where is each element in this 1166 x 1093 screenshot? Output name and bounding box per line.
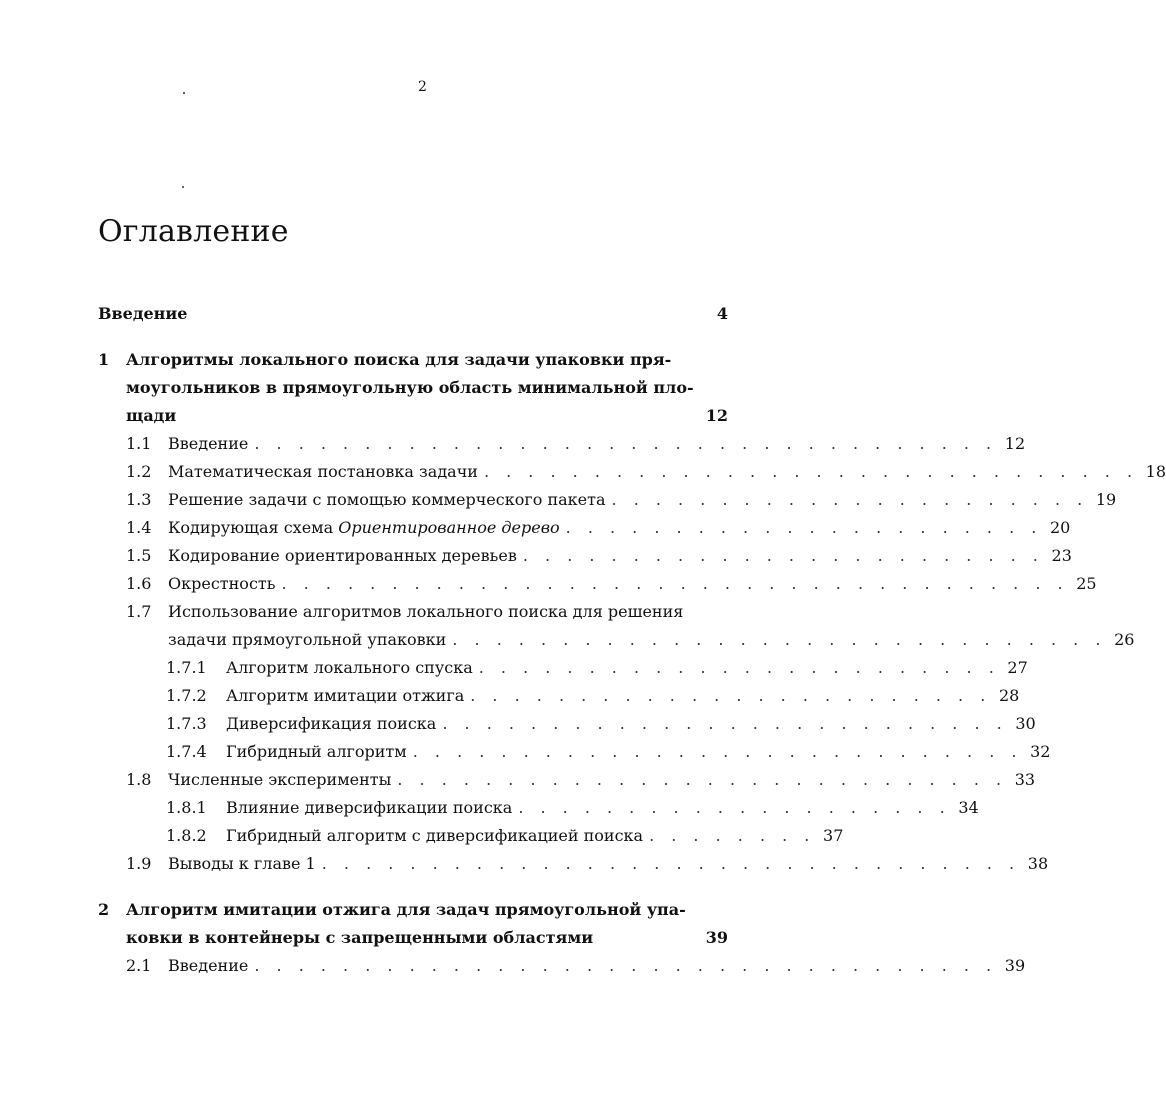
subsection-title: Диверсификация поиска bbox=[226, 714, 437, 733]
chapter-title-line: Алгоритмы локального поиска для задачи упаковки пря- bbox=[126, 350, 672, 369]
table-of-contents bbox=[98, 300, 1166, 980]
chapter-title-line: Алгоритм имитации отжига для задач прямоугольной упа- bbox=[126, 900, 686, 919]
chapter-title-line: моугольников в прямоугольную область минимальной пло- bbox=[126, 378, 694, 397]
toc-entry[interactable] bbox=[98, 570, 1097, 598]
toc-entry[interactable] bbox=[98, 952, 1026, 980]
leader-dots: . . . . . . . . . . . . . . . . . . . . . . . . . . . . . . . . . . bbox=[254, 434, 998, 453]
toc-entry[interactable] bbox=[98, 542, 1072, 570]
page-title: Оглавление bbox=[98, 214, 289, 250]
toc-entry[interactable] bbox=[98, 766, 1036, 794]
toc-entry[interactable] bbox=[98, 486, 1117, 514]
section-title: Использование алгоритмов локального поиска для решения bbox=[168, 602, 684, 621]
section-title: Кодирование ориентированных деревьев bbox=[168, 546, 517, 565]
section-title: Численные эксперименты bbox=[168, 770, 392, 789]
scan-speck bbox=[183, 92, 185, 94]
page-number: 2 bbox=[418, 79, 427, 95]
subsection-title: Влияние диверсификации поиска bbox=[226, 798, 513, 817]
section-title: Решение задачи с помощью коммерческого пакета bbox=[168, 490, 606, 509]
chapter-title-line: щади bbox=[126, 406, 177, 425]
toc-entry[interactable] bbox=[98, 822, 844, 850]
toc-entry-intro[interactable] bbox=[98, 300, 728, 328]
chapter-title-line: ковки в контейнеры с запрещенными областями bbox=[126, 928, 594, 947]
toc-entry[interactable] bbox=[98, 430, 1026, 458]
toc-entry[interactable] bbox=[98, 514, 1071, 542]
toc-entry[interactable] bbox=[98, 794, 979, 822]
subsection-page: 30 bbox=[1015, 714, 1036, 733]
section-title: задачи прямоугольной упаковки bbox=[168, 630, 447, 649]
section-page: 20 bbox=[1050, 518, 1071, 537]
section-title: Кодирующая схема bbox=[168, 518, 334, 537]
section-page: 18 bbox=[1145, 462, 1166, 481]
section-number: 1.5 bbox=[126, 546, 152, 565]
section-title: Математическая постановка задачи bbox=[168, 462, 478, 481]
subsection-page: 28 bbox=[998, 686, 1020, 705]
section-title-emphasis: Ориентированное дерево bbox=[338, 518, 560, 537]
leader-dots: . . . . . . . . . . . . . . . . . . . . . . . . . . . . bbox=[412, 742, 1023, 761]
section-page: 39 bbox=[1004, 956, 1026, 975]
scan-speck bbox=[182, 186, 184, 188]
chapter-page: 39 bbox=[705, 928, 728, 947]
toc-chapter-2[interactable] bbox=[98, 896, 728, 952]
section-number: 1.4 bbox=[126, 518, 152, 537]
toc-chapter-1[interactable] bbox=[98, 346, 728, 430]
subsection-title: Гибридный алгоритм с диверсификацией поиска bbox=[226, 826, 644, 845]
section-page: 25 bbox=[1076, 574, 1097, 593]
subsection-page: 34 bbox=[958, 798, 979, 817]
toc-entry[interactable] bbox=[98, 598, 728, 626]
leader-dots: . . . . . . . . . . . . . . . . . . . . . . . . . . . . . . . . . . . . bbox=[281, 574, 1069, 593]
subsection-number: 1.8.2 bbox=[166, 826, 207, 845]
leader-dots: . . . . . . . . . . . . . . . . . . . . . . . . . . . . . . bbox=[483, 462, 1139, 481]
subsection-number: 1.8.1 bbox=[166, 798, 207, 817]
leader-dots: . . . . . . . . . . . . . . . . . . . . . . . . bbox=[478, 658, 1000, 677]
section-number: 1.2 bbox=[126, 462, 152, 481]
leader-dots: . . . . . . . . . . . . . . . . . . . . . . bbox=[565, 518, 1043, 537]
toc-entry[interactable] bbox=[98, 738, 1051, 766]
leader-dots: . . . . . . . . . . . . . . . . . . . . . . . . bbox=[522, 546, 1044, 565]
toc-entry[interactable] bbox=[98, 458, 1166, 486]
subsection-page: 37 bbox=[823, 826, 844, 845]
section-page: 26 bbox=[1114, 630, 1135, 649]
chapter-page: 12 bbox=[705, 406, 728, 425]
chapter-number: 1 bbox=[98, 350, 110, 369]
toc-entry[interactable] bbox=[98, 682, 1020, 710]
toc-entry-page: 4 bbox=[716, 304, 728, 323]
subsection-title: Алгоритм имитации отжига bbox=[226, 686, 465, 705]
section-page: 12 bbox=[1004, 434, 1026, 453]
leader-dots: . . . . . . . . . . . . . . . . . . . . . . . . . . . . . . bbox=[452, 630, 1107, 649]
section-number: 1.6 bbox=[126, 574, 152, 593]
subsection-page: 32 bbox=[1030, 742, 1051, 761]
leader-dots: . . . . . . . . . . . . . . . . . . . . . . . . . . . . . . . . bbox=[321, 854, 1021, 873]
section-title: Окрестность bbox=[168, 574, 276, 593]
section-title: Выводы к главе 1 bbox=[168, 854, 316, 873]
toc-entry-label: Введение bbox=[98, 304, 188, 323]
leader-dots: . . . . . . . . . . . . . . . . . . . . . . . . bbox=[470, 686, 992, 705]
section-number: 1.7 bbox=[126, 602, 152, 621]
section-number: 1.8 bbox=[126, 770, 152, 789]
leader-dots: . . . . . . . . . . . . . . . . . . . . . . . . . . . . bbox=[397, 770, 1008, 789]
leader-dots: . . . . . . . . bbox=[649, 826, 816, 845]
section-number: 1.1 bbox=[126, 434, 152, 453]
section-title: Введение bbox=[168, 956, 249, 975]
leader-dots: . . . . . . . . . . . . . . . . . . . . . . bbox=[611, 490, 1089, 509]
leader-dots: . . . . . . . . . . . . . . . . . . . . . . . . . . . . . . . . . . bbox=[254, 956, 998, 975]
section-number: 1.9 bbox=[126, 854, 152, 873]
section-number: 1.3 bbox=[126, 490, 152, 509]
chapter-number: 2 bbox=[98, 900, 110, 919]
section-page: 38 bbox=[1027, 854, 1049, 873]
toc-entry[interactable] bbox=[98, 850, 1049, 878]
subsection-number: 1.7.4 bbox=[166, 742, 207, 761]
leader-dots: . . . . . . . . . . . . . . . . . . . . . . . . . . bbox=[442, 714, 1008, 733]
subsection-number: 1.7.1 bbox=[166, 658, 207, 677]
section-page: 23 bbox=[1051, 546, 1072, 565]
subsection-number: 1.7.3 bbox=[166, 714, 207, 733]
section-page: 33 bbox=[1014, 770, 1036, 789]
section-number: 2.1 bbox=[126, 956, 152, 975]
toc-entry[interactable] bbox=[98, 710, 1036, 738]
section-page: 19 bbox=[1095, 490, 1117, 509]
subsection-title: Гибридный алгоритм bbox=[226, 742, 407, 761]
leader-dots: . . . . . . . . . . . . . . . . . . . . bbox=[518, 798, 951, 817]
subsection-number: 1.7.2 bbox=[166, 686, 207, 705]
toc-entry[interactable] bbox=[98, 654, 1028, 682]
subsection-title: Алгоритм локального спуска bbox=[226, 658, 473, 677]
subsection-page: 27 bbox=[1007, 658, 1028, 677]
toc-entry-continuation[interactable] bbox=[98, 626, 1135, 654]
section-title: Введение bbox=[168, 434, 249, 453]
